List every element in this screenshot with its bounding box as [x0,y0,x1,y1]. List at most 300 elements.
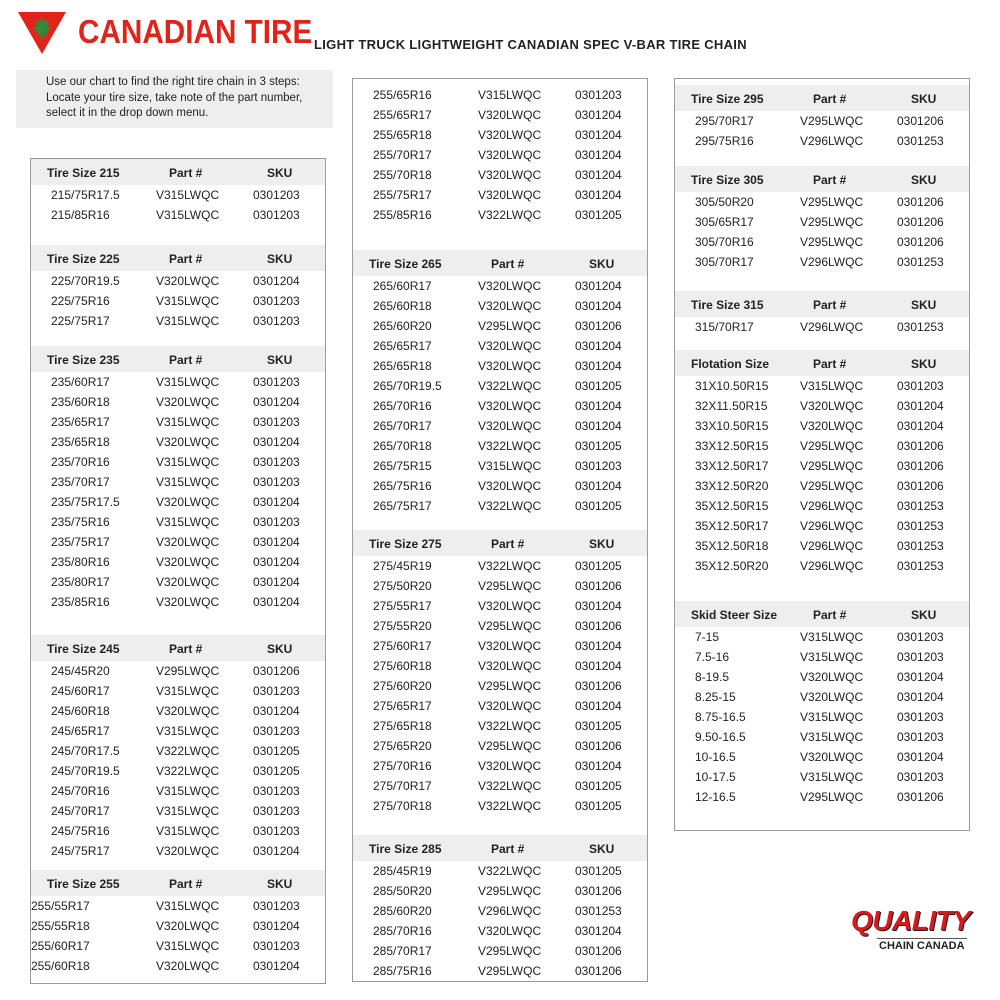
part-number-cell: V296LWQC [800,134,864,148]
tire-size-cell: 295/75R16 [695,134,754,148]
table-row [675,192,969,212]
sku-cell: 0301204 [897,399,944,413]
table-row [675,396,969,416]
sku-cell: 0301203 [253,475,300,489]
table-row [31,412,325,432]
part-number-cell: V322LWQC [156,764,220,778]
tire-size-cell: 225/70R19.5 [51,274,120,288]
part-number-cell: V315LWQC [478,459,542,473]
table-row [353,185,647,205]
tire-size-cell: 32X11.50R15 [695,399,768,413]
sku-cell: 0301253 [897,539,944,553]
part-number-cell: V315LWQC [156,724,220,738]
tire-size-cell: 245/70R19.5 [51,764,120,778]
table-row [353,861,647,881]
table-row [31,956,325,976]
tire-size-cell: 275/65R18 [373,719,432,733]
part-number-cell: V315LWQC [478,88,542,102]
sku-cell: 0301206 [897,235,944,249]
tire-size-cell: 33X12.50R17 [695,459,769,473]
tire-size-cell: 35X12.50R17 [695,519,769,533]
sku-cell: 0301204 [575,148,622,162]
part-number-cell: V295LWQC [800,114,864,128]
sku-cell: 0301206 [897,195,944,209]
tire-size-cell: 305/70R16 [695,235,754,249]
part-number-cell: V322LWQC [478,208,542,222]
table-row [31,271,325,291]
sku-cell: 0301204 [575,599,622,613]
table-row [353,145,647,165]
table-row [675,496,969,516]
sku-cell: 0301204 [575,128,622,142]
part-number-cell: V320LWQC [478,759,542,773]
sku-cell: 0301203 [253,294,300,308]
tire-size-cell: 255/65R16 [373,88,432,102]
table-row [675,232,969,252]
tire-size-cell: 245/65R17 [51,724,110,738]
tire-size-cell: 245/75R16 [51,824,110,838]
sku-cell: 0301203 [897,770,944,784]
tire-size-cell: 235/70R17 [51,475,110,489]
tire-size-cell: 255/60R18 [31,959,90,973]
table-row [353,881,647,901]
tire-size-cell: 225/75R17 [51,314,110,328]
sku-cell: 0301203 [897,630,944,644]
sku-cell: 0301206 [575,619,622,633]
sku-cell: 0301204 [575,339,622,353]
part-column-header: Part # [813,298,847,312]
tire-size-cell: 275/45R19 [373,559,432,573]
table-row [353,296,647,316]
table-row [353,436,647,456]
part-column-header: Part # [169,642,203,656]
sku-cell: 0301203 [253,684,300,698]
sku-cell: 0301205 [575,779,622,793]
section-header [675,350,969,376]
sku-cell: 0301205 [575,719,622,733]
tire-size-cell: 265/60R18 [373,299,432,313]
instructions-line: Locate your tire size, take note of the part number, [46,91,303,104]
part-number-cell: V295LWQC [800,195,864,209]
part-number-cell: V322LWQC [478,799,542,813]
part-number-cell: V315LWQC [156,188,220,202]
chart-section [353,250,647,516]
table-row [31,741,325,761]
sku-column-header: SKU [589,257,615,271]
part-number-cell: V320LWQC [156,959,220,973]
sku-cell: 0301206 [575,319,622,333]
sku-cell: 0301203 [575,459,622,473]
part-number-cell: V320LWQC [478,279,542,293]
part-number-cell: V295LWQC [478,739,542,753]
part-number-cell: V295LWQC [800,479,864,493]
tire-size-cell: 265/70R19.5 [373,379,442,393]
table-row [353,476,647,496]
part-column-header: Part # [169,877,203,891]
part-number-cell: V320LWQC [156,435,220,449]
sku-cell: 0301204 [253,575,300,589]
part-number-cell: V320LWQC [478,639,542,653]
table-row [31,701,325,721]
sku-column-header: SKU [267,166,293,180]
table-row [353,676,647,696]
part-number-cell: V320LWQC [478,128,542,142]
part-number-cell: V320LWQC [478,339,542,353]
sku-cell: 0301204 [575,399,622,413]
tire-size-cell: 255/70R18 [373,168,432,182]
sku-cell: 0301203 [897,730,944,744]
sku-cell: 0301203 [253,824,300,838]
part-number-cell: V315LWQC [156,684,220,698]
table-row [353,396,647,416]
table-row [31,311,325,331]
tire-size-cell: 8.75-16.5 [695,710,746,724]
chart-section [675,601,969,807]
sku-cell: 0301204 [575,168,622,182]
part-number-cell: V320LWQC [478,359,542,373]
part-number-cell: V296LWQC [800,499,864,513]
table-row [353,85,647,105]
sku-cell: 0301205 [575,559,622,573]
tire-size-cell: 235/75R17.5 [51,495,120,509]
tire-size-cell: 285/70R17 [373,944,432,958]
part-number-cell: V322LWQC [478,864,542,878]
table-row [675,647,969,667]
tire-size-cell: 245/70R16 [51,784,110,798]
part-number-cell: V315LWQC [156,899,220,913]
tire-size-cell: 31X10.50R15 [695,379,769,393]
sku-column-header: SKU [267,353,293,367]
part-number-cell: V295LWQC [478,619,542,633]
tire-size-cell: 275/55R17 [373,599,432,613]
section-header [31,159,325,185]
part-number-cell: V315LWQC [800,379,864,393]
tire-size-cell: 285/70R16 [373,924,432,938]
table-row [675,416,969,436]
sku-cell: 0301206 [575,679,622,693]
tire-size-cell: 10-16.5 [695,750,736,764]
maple-leaf-triangle-icon [16,8,68,56]
sku-cell: 0301204 [575,299,622,313]
sku-column-header: SKU [267,252,293,266]
sku-cell: 0301206 [897,459,944,473]
tire-size-cell: 255/60R17 [31,939,90,953]
sku-cell: 0301204 [575,188,622,202]
part-number-cell: V322LWQC [478,499,542,513]
sku-cell: 0301206 [575,964,622,978]
table-row [675,131,969,151]
table-row [353,336,647,356]
sku-cell: 0301206 [575,579,622,593]
section-header [353,250,647,276]
table-row [353,576,647,596]
part-number-cell: V315LWQC [156,824,220,838]
section-title: Tire Size 215 [47,166,120,180]
table-row [675,516,969,536]
table-row [31,661,325,681]
part-number-cell: V320LWQC [156,535,220,549]
tire-size-cell: 235/75R17 [51,535,110,549]
part-number-cell: V320LWQC [478,168,542,182]
table-row [675,556,969,576]
table-row [31,552,325,572]
table-row [353,941,647,961]
part-number-cell: V315LWQC [800,650,864,664]
section-title: Tire Size 235 [47,353,120,367]
table-row [31,841,325,861]
tire-size-cell: 255/55R18 [31,919,90,933]
sku-cell: 0301205 [575,208,622,222]
chart-section [675,166,969,272]
part-column-header: Part # [491,257,525,271]
part-number-cell: V315LWQC [156,375,220,389]
part-number-cell: V295LWQC [478,679,542,693]
tire-size-cell: 33X12.50R20 [695,479,769,493]
sku-cell: 0301205 [253,744,300,758]
tire-size-cell: 265/75R17 [373,499,432,513]
sku-column-header: SKU [267,877,293,891]
sku-cell: 0301206 [897,790,944,804]
sku-cell: 0301204 [253,844,300,858]
table-row [353,376,647,396]
tire-size-cell: 265/75R16 [373,479,432,493]
tire-size-cell: 275/60R18 [373,659,432,673]
tire-size-cell: 275/55R20 [373,619,432,633]
table-row [353,416,647,436]
tire-size-cell: 235/70R16 [51,455,110,469]
sku-cell: 0301206 [253,664,300,678]
section-title: Tire Size 305 [691,173,764,187]
sku-cell: 0301203 [253,415,300,429]
part-number-cell: V315LWQC [156,415,220,429]
sku-cell: 0301204 [897,750,944,764]
part-number-cell: V320LWQC [156,555,220,569]
sku-cell: 0301204 [253,959,300,973]
tire-size-cell: 7.5-16 [695,650,730,664]
part-number-cell: V320LWQC [156,595,220,609]
table-row [675,727,969,747]
part-number-cell: V322LWQC [478,719,542,733]
chart-section [353,835,647,981]
part-number-cell: V295LWQC [478,944,542,958]
sku-cell: 0301204 [253,704,300,718]
tire-size-cell: 245/70R17.5 [51,744,120,758]
part-column-header: Part # [169,166,203,180]
chart-section [353,85,647,225]
chart-column-2 [352,78,648,982]
sku-cell: 0301253 [897,559,944,573]
tire-size-cell: 265/60R20 [373,319,432,333]
table-row [31,592,325,612]
section-header [31,245,325,271]
chart-section [675,350,969,576]
sku-cell: 0301203 [253,515,300,529]
part-number-cell: V315LWQC [800,710,864,724]
sku-cell: 0301204 [575,699,622,713]
part-number-cell: V320LWQC [156,495,220,509]
part-number-cell: V315LWQC [156,208,220,222]
sku-cell: 0301206 [575,884,622,898]
table-row [675,476,969,496]
sku-cell: 0301204 [575,639,622,653]
table-row [353,356,647,376]
tire-size-cell: 235/80R16 [51,555,110,569]
part-number-cell: V320LWQC [800,670,864,684]
part-number-cell: V295LWQC [800,439,864,453]
sku-column-header: SKU [911,173,937,187]
part-number-cell: V315LWQC [156,939,220,953]
chart-section [31,245,325,331]
tire-size-cell: 235/60R18 [51,395,110,409]
tire-size-cell: 275/60R20 [373,679,432,693]
part-number-cell: V296LWQC [800,539,864,553]
chart-column-3 [674,78,970,831]
table-row [31,492,325,512]
tire-size-cell: 295/70R17 [695,114,754,128]
table-row [353,316,647,336]
tire-size-cell: 245/45R20 [51,664,110,678]
table-row [675,317,969,337]
table-row [31,291,325,311]
table-row [675,111,969,131]
part-number-cell: V320LWQC [478,419,542,433]
part-number-cell: V322LWQC [478,559,542,573]
table-row [353,596,647,616]
tire-size-cell: 235/80R17 [51,575,110,589]
table-row [31,452,325,472]
sku-cell: 0301203 [575,88,622,102]
part-number-cell: V320LWQC [156,575,220,589]
part-column-header: Part # [813,173,847,187]
table-row [353,105,647,125]
part-number-cell: V320LWQC [800,690,864,704]
tire-size-cell: 265/65R17 [373,339,432,353]
table-row [675,436,969,456]
table-row [31,205,325,225]
sku-cell: 0301203 [897,379,944,393]
sku-cell: 0301206 [897,439,944,453]
table-row [353,696,647,716]
table-row [353,616,647,636]
part-number-cell: V320LWQC [478,659,542,673]
part-number-cell: V320LWQC [800,419,864,433]
sku-column-header: SKU [589,537,615,551]
tire-size-cell: 255/55R17 [31,899,90,913]
sku-cell: 0301253 [897,499,944,513]
part-number-cell: V315LWQC [800,770,864,784]
sku-cell: 0301206 [897,114,944,128]
sku-cell: 0301253 [897,320,944,334]
section-title: Tire Size 285 [369,842,442,856]
part-number-cell: V320LWQC [156,704,220,718]
sku-column-header: SKU [911,357,937,371]
part-column-header: Part # [813,92,847,106]
canadian-tire-logo [16,8,338,56]
table-row [31,472,325,492]
tire-size-cell: 255/65R18 [373,128,432,142]
sku-cell: 0301204 [897,690,944,704]
table-row [675,212,969,232]
part-number-cell: V315LWQC [156,784,220,798]
quality-chain-logo [851,905,971,965]
tire-size-cell: 245/60R18 [51,704,110,718]
sku-column-header: SKU [911,298,937,312]
part-number-cell: V320LWQC [156,844,220,858]
tire-size-cell: 7-15 [695,630,720,644]
tire-size-cell: 235/65R18 [51,435,110,449]
sku-cell: 0301253 [897,134,944,148]
table-row [675,707,969,727]
sku-cell: 0301203 [253,804,300,818]
part-number-cell: V295LWQC [478,964,542,978]
table-row [675,376,969,396]
tire-size-cell: 8.25-15 [695,690,736,704]
chart-section [31,159,325,225]
table-row [31,512,325,532]
part-number-cell: V295LWQC [478,579,542,593]
table-row [353,556,647,576]
sku-cell: 0301204 [575,924,622,938]
part-number-cell: V320LWQC [478,299,542,313]
section-header [675,166,969,192]
tire-size-cell: 255/65R17 [373,108,432,122]
table-row [353,496,647,516]
table-row [353,796,647,816]
sku-cell: 0301204 [575,359,622,373]
sku-cell: 0301204 [897,670,944,684]
part-number-cell: V322LWQC [478,439,542,453]
table-row [31,801,325,821]
table-row [675,767,969,787]
sku-cell: 0301204 [575,108,622,122]
part-column-header: Part # [813,357,847,371]
sku-cell: 0301206 [575,944,622,958]
section-title: Tire Size 225 [47,252,120,266]
table-row [31,185,325,205]
sku-cell: 0301205 [575,864,622,878]
tire-size-cell: 12-16.5 [695,790,736,804]
sku-column-header: SKU [911,608,937,622]
table-row [31,532,325,552]
sku-cell: 0301203 [897,650,944,664]
part-number-cell: V295LWQC [800,459,864,473]
sku-cell: 0301204 [575,419,622,433]
table-row [353,776,647,796]
sku-cell: 0301203 [253,188,300,202]
table-row [353,125,647,145]
section-title: Tire Size 245 [47,642,120,656]
section-title: Flotation Size [691,357,769,371]
part-number-cell: V295LWQC [478,319,542,333]
table-row [31,392,325,412]
part-number-cell: V315LWQC [156,314,220,328]
sku-cell: 0301203 [253,724,300,738]
instructions-line: select it in the drop down menu. [46,107,209,119]
part-column-header: Part # [169,252,203,266]
chart-section [31,346,325,612]
tire-size-cell: 35X12.50R20 [695,559,769,573]
tire-size-cell: 10-17.5 [695,770,736,784]
tire-size-cell: 235/85R16 [51,595,110,609]
sku-cell: 0301203 [897,710,944,724]
tire-size-cell: 285/60R20 [373,904,432,918]
sku-cell: 0301205 [575,799,622,813]
tire-size-cell: 305/65R17 [695,215,754,229]
section-header [675,85,969,111]
section-header [353,530,647,556]
part-number-cell: V315LWQC [156,804,220,818]
sku-cell: 0301204 [575,279,622,293]
